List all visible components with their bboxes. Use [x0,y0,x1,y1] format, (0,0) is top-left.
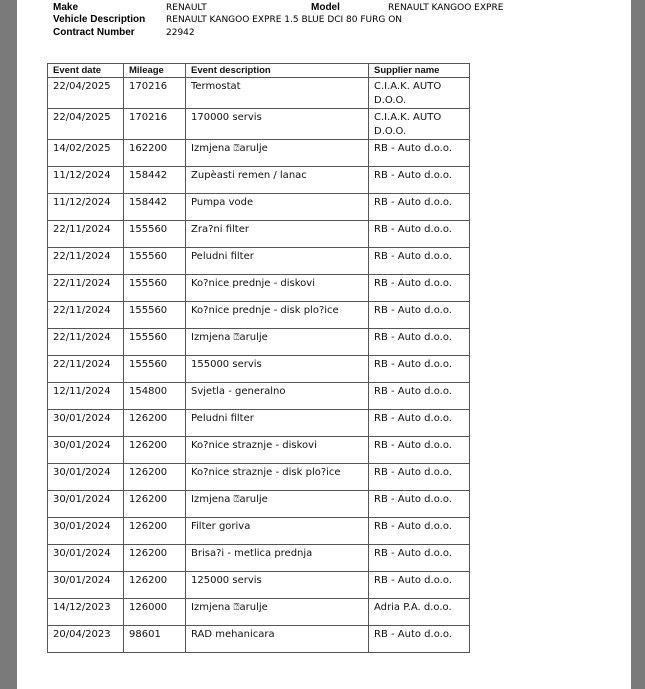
event-date-cell: 30/01/2024 [48,437,124,464]
event-date-cell: 30/01/2024 [48,545,124,572]
table-row [48,518,470,545]
event-date-cell: 22/04/2025 [48,78,124,109]
events-table [47,63,470,653]
vehicle-description-label: Vehicle Description [53,14,146,25]
supplier-name-cell: RB - Auto d.o.o. [369,545,470,572]
mileage-cell: 155560 [124,329,186,356]
supplier-name-cell: RB - Auto d.o.o. [369,572,470,599]
table-row [48,302,470,329]
event-description-cell: Termostat [186,78,369,109]
mileage-cell: 155560 [124,248,186,275]
make-label: Make [53,2,79,13]
event-description-cell: Izmjena ⍰arulje [186,491,369,518]
table-row [48,410,470,437]
supplier-name-cell: RB - Auto d.o.o. [369,383,470,410]
contract-number-label: Contract Number [53,27,135,38]
mileage-cell: 126200 [124,518,186,545]
supplier-name-cell: RB - Auto d.o.o. [369,194,470,221]
mileage-cell: 155560 [124,275,186,302]
table-row [48,572,470,599]
table-row [48,167,470,194]
mileage-cell: 126200 [124,491,186,518]
table-header-row [48,64,470,78]
table-row [48,109,470,140]
supplier-name-cell: RB - Auto d.o.o. [369,167,470,194]
table-row [48,356,470,383]
event-date-cell: 22/04/2025 [48,109,124,140]
mileage-cell: 155560 [124,221,186,248]
event-description-cell: Ko?nice prednje - disk plo?ice [186,302,369,329]
table-row [48,140,470,167]
mileage-cell: 126200 [124,464,186,491]
event-date-cell: 22/11/2024 [48,329,124,356]
model-label: Model [311,2,340,13]
supplier-name-cell: RB - Auto d.o.o. [369,248,470,275]
column-header-event-date: Event date [48,64,124,78]
supplier-name-cell: RB - Auto d.o.o. [369,491,470,518]
event-description-cell: Ko?nice straznje - diskovi [186,437,369,464]
event-date-cell: 20/04/2023 [48,626,124,653]
event-description-cell: Ko?nice prednje - diskovi [186,275,369,302]
event-description-cell: Filter goriva [186,518,369,545]
event-date-cell: 11/12/2024 [48,194,124,221]
event-description-cell: Peludni filter [186,410,369,437]
column-header-mileage: Mileage [124,64,186,78]
mileage-cell: 126200 [124,437,186,464]
supplier-name-cell: RB - Auto d.o.o. [369,356,470,383]
supplier-name-cell: Adria P.A. d.o.o. [369,599,470,626]
table-row [48,329,470,356]
mileage-cell: 155560 [124,302,186,329]
mileage-cell: 170216 [124,109,186,140]
contract-number-value: 22942 [166,28,195,38]
mileage-cell: 158442 [124,167,186,194]
event-description-cell: RAD mehanicara [186,626,369,653]
event-date-cell: 22/11/2024 [48,221,124,248]
mileage-cell: 126200 [124,545,186,572]
event-date-cell: 12/11/2024 [48,383,124,410]
event-date-cell: 22/11/2024 [48,248,124,275]
supplier-name-cell: RB - Auto d.o.o. [369,275,470,302]
supplier-name-cell: RB - Auto d.o.o. [369,464,470,491]
mileage-cell: 126200 [124,410,186,437]
event-description-cell: Pumpa vode [186,194,369,221]
event-date-cell: 22/11/2024 [48,356,124,383]
supplier-name-cell: RB - Auto d.o.o. [369,437,470,464]
mileage-cell: 162200 [124,140,186,167]
event-date-cell: 22/11/2024 [48,275,124,302]
table-row [48,194,470,221]
event-description-cell: Svjetla - generalno [186,383,369,410]
make-value: RENAULT [166,3,207,13]
supplier-name-cell: RB - Auto d.o.o. [369,410,470,437]
document-page [17,0,631,689]
mileage-cell: 126200 [124,572,186,599]
table-row [48,599,470,626]
table-row [48,626,470,653]
table-row [48,383,470,410]
supplier-name-cell: RB - Auto d.o.o. [369,626,470,653]
event-date-cell: 30/01/2024 [48,518,124,545]
event-date-cell: 30/01/2024 [48,491,124,518]
event-description-cell: 155000 servis [186,356,369,383]
supplier-name-cell: RB - Auto d.o.o. [369,302,470,329]
mileage-cell: 154800 [124,383,186,410]
event-description-cell: Zra?ni filter [186,221,369,248]
event-date-cell: 11/12/2024 [48,167,124,194]
table-row [48,437,470,464]
event-description-cell: Brisa?i - metlica prednja [186,545,369,572]
supplier-name-cell: C.I.A.K. AUTO D.O.O. [369,109,470,140]
mileage-cell: 170216 [124,78,186,109]
supplier-name-cell: C.I.A.K. AUTO D.O.O. [369,78,470,109]
event-date-cell: 22/11/2024 [48,302,124,329]
event-date-cell: 14/02/2025 [48,140,124,167]
event-description-cell: 170000 servis [186,109,369,140]
event-description-cell: Izmjena ⍰arulje [186,599,369,626]
event-date-cell: 30/01/2024 [48,572,124,599]
table-row [48,491,470,518]
event-description-cell: Izmjena ⍰arulje [186,329,369,356]
mileage-cell: 98601 [124,626,186,653]
supplier-name-cell: RB - Auto d.o.o. [369,221,470,248]
event-description-cell: Peludni filter [186,248,369,275]
event-date-cell: 30/01/2024 [48,410,124,437]
supplier-name-cell: RB - Auto d.o.o. [369,329,470,356]
supplier-name-cell: RB - Auto d.o.o. [369,518,470,545]
table-row [48,464,470,491]
event-description-cell: Ko?nice straznje - disk plo?ice [186,464,369,491]
event-description-cell: Zupèasti remen / lanac [186,167,369,194]
supplier-name-cell: RB - Auto d.o.o. [369,140,470,167]
event-date-cell: 30/01/2024 [48,464,124,491]
event-description-cell: Izmjena ⍰arulje [186,140,369,167]
mileage-cell: 158442 [124,194,186,221]
model-value: RENAULT KANGOO EXPRE [388,3,504,13]
table-row [48,78,470,109]
table-row [48,248,470,275]
column-header-supplier-name: Supplier name [369,64,470,78]
event-date-cell: 14/12/2023 [48,599,124,626]
vehicle-description-value: RENAULT KANGOO EXPRE 1.5 BLUE DCI 80 FURG ON [166,15,403,25]
event-description-cell: 125000 servis [186,572,369,599]
table-row [48,545,470,572]
mileage-cell: 126000 [124,599,186,626]
column-header-event-description: Event description [186,64,369,78]
mileage-cell: 155560 [124,356,186,383]
table-row [48,221,470,248]
table-row [48,275,470,302]
